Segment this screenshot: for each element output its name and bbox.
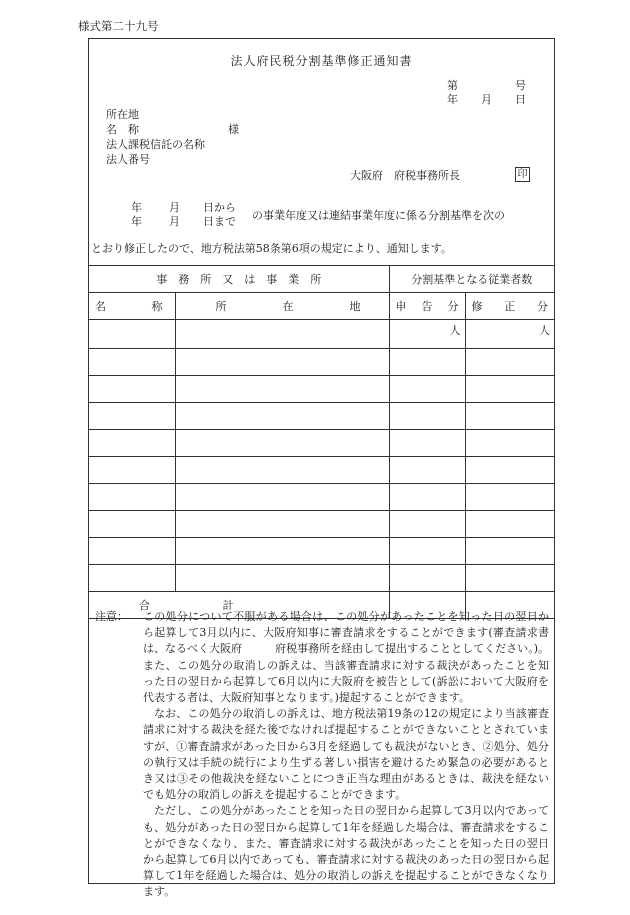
name-label: 名 称 [106, 123, 139, 136]
address-cell[interactable] [175, 565, 389, 592]
revised-cell[interactable] [465, 430, 554, 457]
seal-mark: 印 [515, 167, 530, 182]
col-header-declared: 申 告 分 [389, 293, 465, 320]
col-header-revised: 修 正 分 [465, 293, 554, 320]
table-row [89, 430, 554, 457]
declared-cell[interactable] [389, 511, 465, 538]
period-text: の事業年度又は連結事業年度に係る分割基準を次の [252, 209, 505, 222]
address-cell[interactable] [175, 538, 389, 565]
period-to-year: 年 [131, 215, 142, 228]
revised-cell[interactable] [465, 511, 554, 538]
employee-table [89, 265, 554, 619]
revised-cell[interactable] [465, 484, 554, 511]
page-title: 法人府民税分割基準修正通知書 [230, 54, 413, 68]
table-row [89, 484, 554, 511]
declared-cell[interactable] [389, 376, 465, 403]
table-row [89, 376, 554, 403]
table-row [89, 565, 554, 592]
unit-label: 人 [539, 324, 550, 337]
address-cell[interactable] [175, 403, 389, 430]
table-row [89, 349, 554, 376]
table-row [89, 403, 554, 430]
address-cell[interactable] [175, 376, 389, 403]
revised-cell[interactable] [465, 376, 554, 403]
name-cell[interactable] [89, 320, 175, 349]
address-cell[interactable] [175, 457, 389, 484]
revised-cell[interactable] [465, 565, 554, 592]
name-cell[interactable] [89, 484, 175, 511]
corp-number-label: 法人番号 [106, 153, 150, 166]
revised-cell[interactable] [465, 349, 554, 376]
intro-text: とおり修正したので、地方税法第58条第6項の規定により、通知します。 [91, 242, 452, 255]
period-from-day: 日から [203, 201, 236, 214]
col-header-address: 所 在 地 [175, 293, 389, 320]
address-cell[interactable] [175, 320, 389, 349]
declared-cell[interactable] [389, 320, 465, 349]
period-from-year: 年 [131, 201, 142, 214]
table-row [89, 511, 554, 538]
name-cell[interactable] [89, 430, 175, 457]
revised-cell[interactable] [465, 403, 554, 430]
declared-cell[interactable] [389, 403, 465, 430]
location-label: 所在地 [106, 108, 139, 121]
office-group-header: 事 務 所 又 は 事 業 所 [89, 266, 389, 293]
form-number: 様式第二十九号 [78, 19, 159, 33]
number-label-go: 号 [515, 79, 526, 92]
revised-cell[interactable] [465, 457, 554, 484]
declared-cell[interactable] [389, 565, 465, 592]
period-to-month: 月 [169, 215, 180, 228]
revised-cell[interactable] [465, 538, 554, 565]
date-year-label: 年 [447, 93, 458, 106]
address-cell[interactable] [175, 511, 389, 538]
declared-cell[interactable] [389, 457, 465, 484]
name-cell[interactable] [89, 376, 175, 403]
name-cell[interactable] [89, 457, 175, 484]
name-cell[interactable] [89, 349, 175, 376]
issuer-title: 大阪府 府税事務所長 [350, 169, 460, 182]
date-month-label: 月 [481, 93, 492, 106]
declared-cell[interactable] [389, 349, 465, 376]
declared-cell[interactable] [389, 430, 465, 457]
note-paragraph-2: なお、この処分の取消しの訴えは、地方税法第19条の12の規定により当該審査請求に対する裁決を経た後でなければ提起することができないこととされていますが、①審査請求があった日から3月を経過しても裁決がないとき、②処分、処分の執行又は手続の続行により生ずる著しい損害を避けるため緊急の必要があるとき又は③その他裁決を経ないことにつき正当な理由があるときは、裁決を経ないでも処分の取消しの訴えを提起することができます。 [143, 707, 549, 802]
period-to-day: 日まで [203, 215, 236, 228]
total-label-cell: 合 計 [89, 592, 389, 619]
address-cell[interactable] [175, 349, 389, 376]
name-cell[interactable] [89, 538, 175, 565]
revised-cell[interactable] [465, 320, 554, 349]
note-paragraph-3: ただし、この処分があったことを知った日の翌日から起算して3月以内であっても、処分があった日の翌日から起算して1年を経過した場合は、審査請求をすることができなくなり、また、審査請求に対する裁決があったことを知った日の翌日から起算して6月以内であっても、審査請求に対する裁決のあった日の翌日から起算して1年を経過した場合は、処分の取消しの訴えを提起することができなくなります。 [143, 804, 549, 899]
name-cell[interactable] [89, 403, 175, 430]
notice-form [88, 38, 555, 899]
date-day-label: 日 [515, 93, 526, 106]
table-row [89, 538, 554, 565]
period-from-month: 月 [169, 201, 180, 214]
name-cell[interactable] [89, 511, 175, 538]
notes-label: 注意： [95, 610, 128, 623]
sama-label: 様 [228, 123, 239, 136]
address-cell[interactable] [175, 430, 389, 457]
table-row [89, 320, 554, 349]
name-cell[interactable] [89, 565, 175, 592]
declared-cell[interactable] [389, 484, 465, 511]
address-cell[interactable] [175, 484, 389, 511]
unit-label: 人 [449, 324, 461, 337]
header-section [89, 39, 554, 265]
table-row [89, 457, 554, 484]
employee-group-header: 分割基準となる従業者数 [389, 266, 554, 293]
trust-name-label: 法人課税信託の名称 [106, 138, 205, 151]
number-label-dai: 第 [447, 79, 458, 92]
col-header-name: 名 称 [89, 293, 175, 320]
declared-cell[interactable] [389, 538, 465, 565]
note-paragraph-1: この処分について不服がある場合は、この処分があったことを知った日の翌日から起算して3月以内に、大阪府知事に審査請求をすることができます(審査請求書は、なるべく大阪府 府税事務所を経由して提出することとしてください。)。また、この処分の取消しの訴えは、当該審査請求に対する裁決があったことを知った日の翌日から起算して6月以内に大阪府を被告として(訴訟において大阪府を代表する者は、大阪府知事となります。)提起することができます。 [143, 610, 549, 705]
